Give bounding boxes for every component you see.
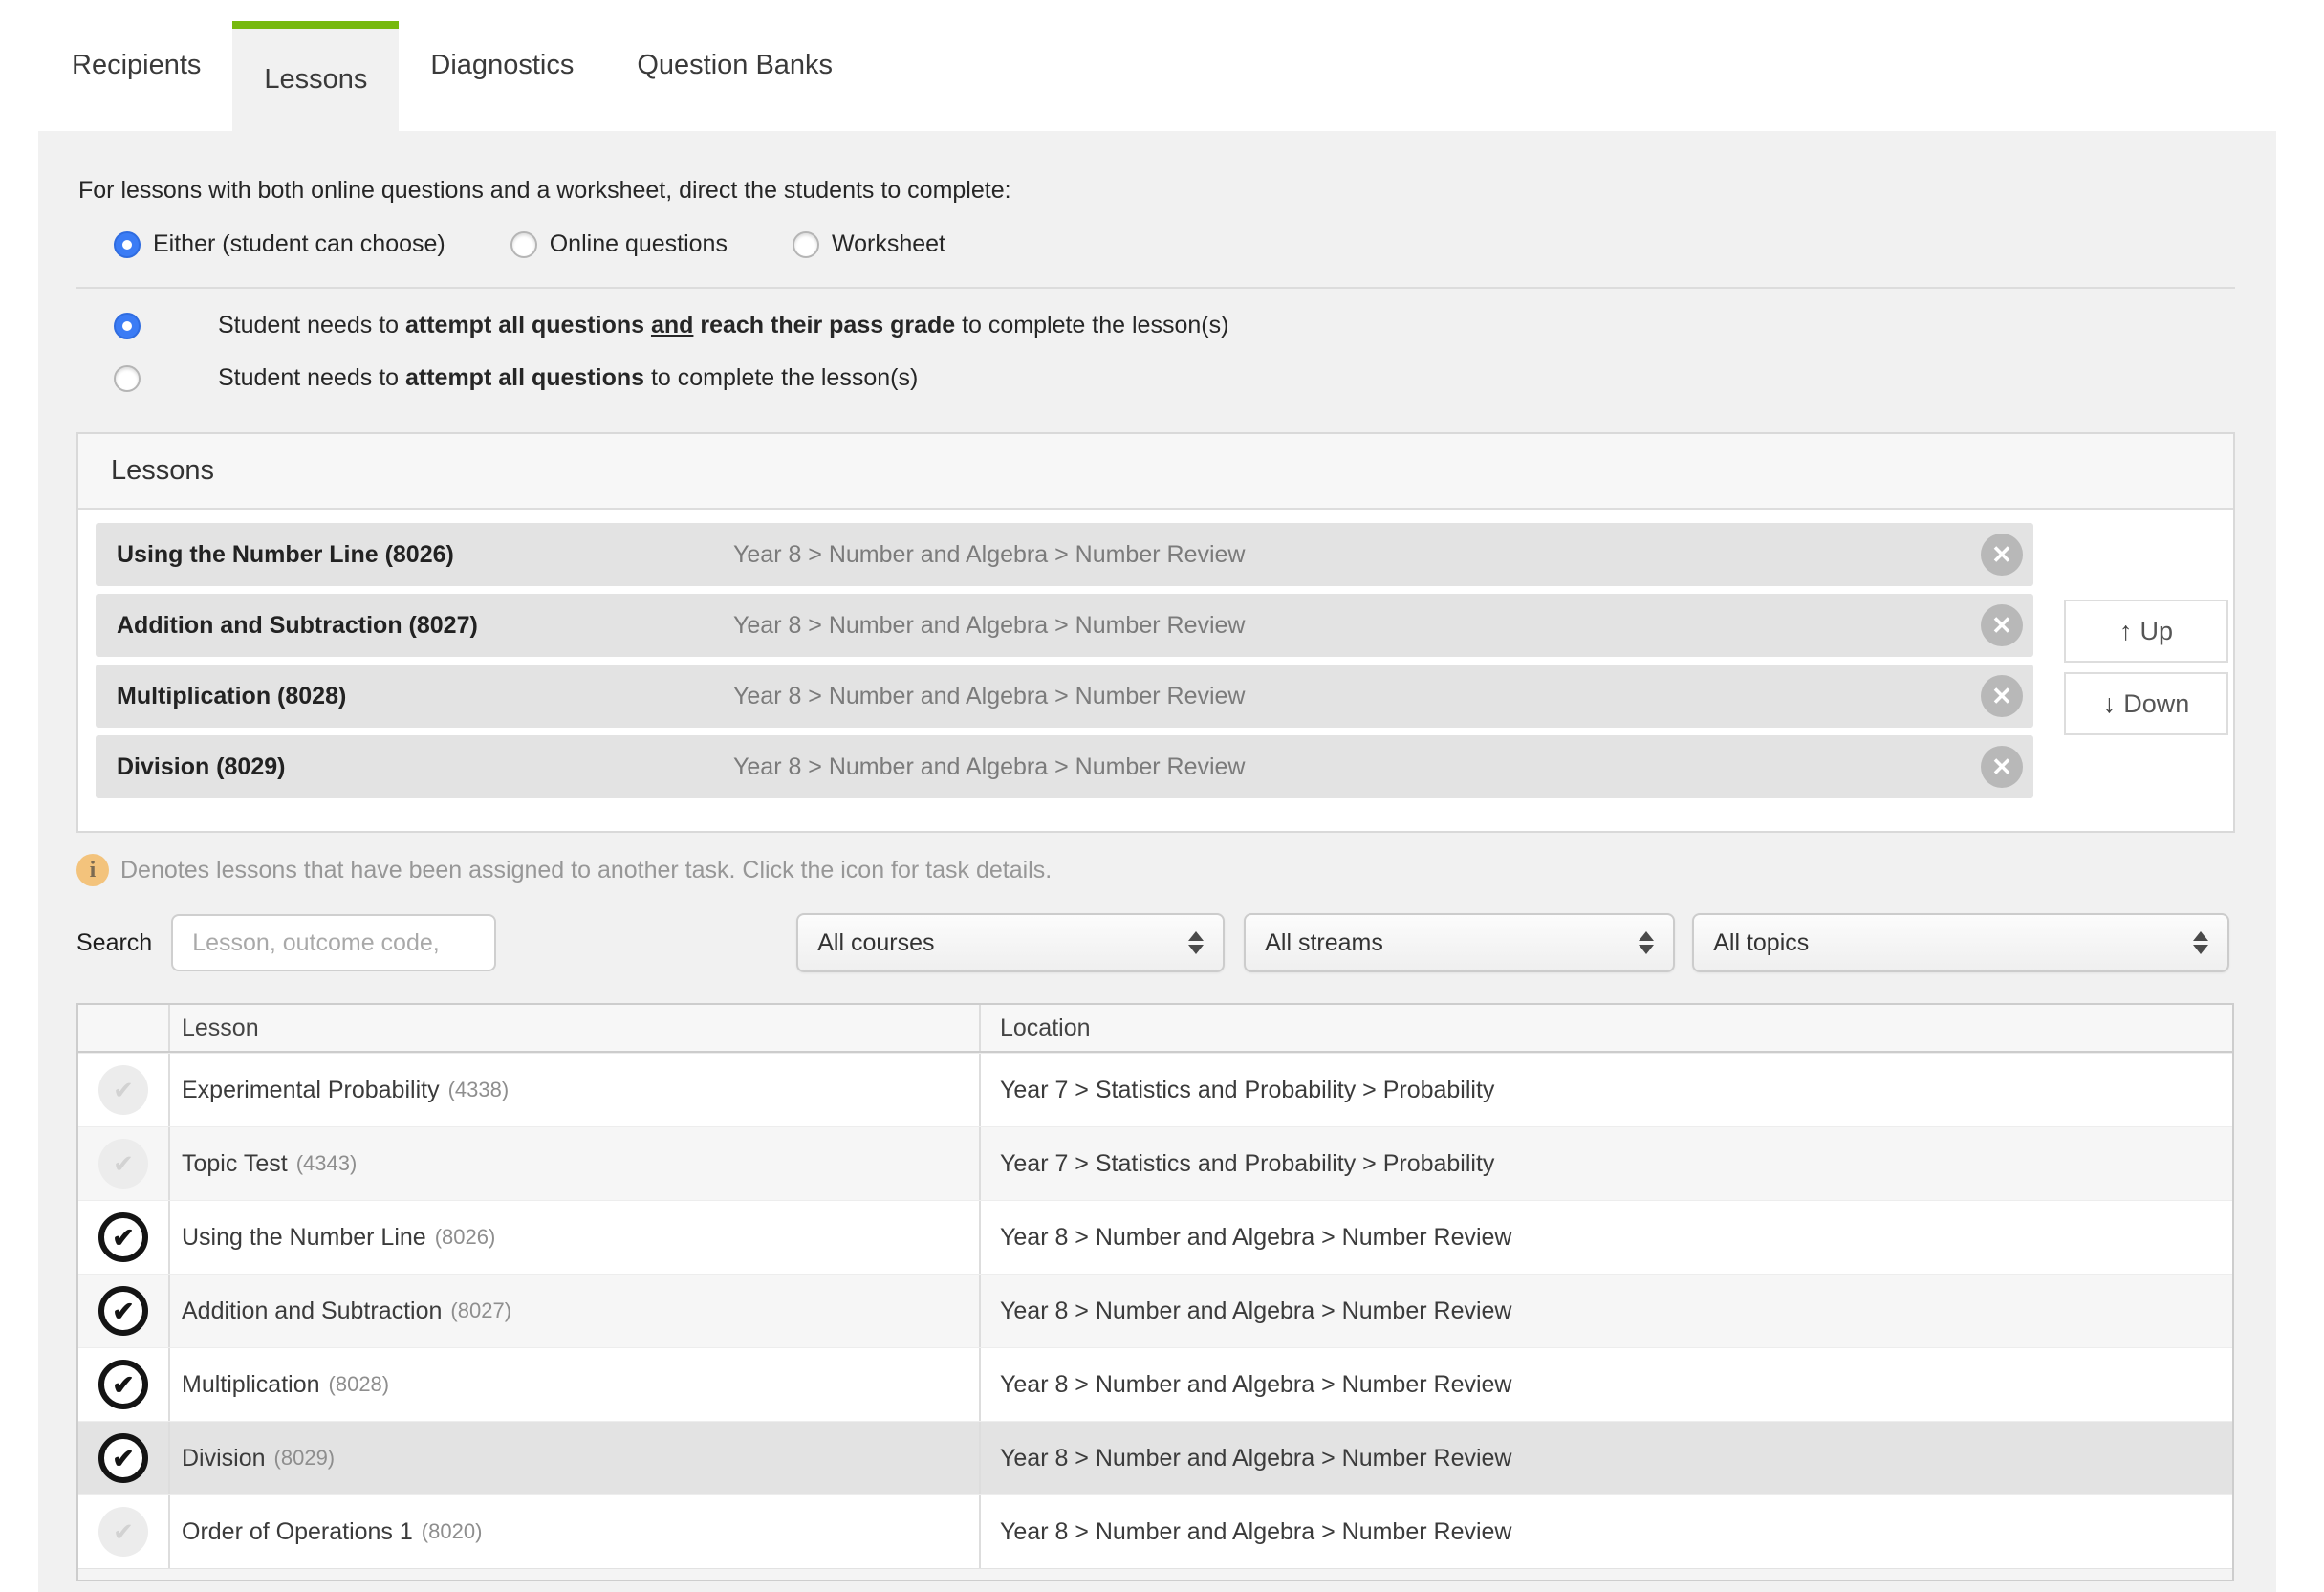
- lessons-tab-content: [38, 131, 2276, 1592]
- table-header: [78, 1005, 2232, 1053]
- location-column-header: Location: [979, 1005, 2232, 1051]
- streams-filter-value: All streams: [1265, 928, 1383, 956]
- worksheet-prompt: For lessons with both online questions and a worksheet, direct the students to complete:: [78, 177, 1011, 204]
- lesson-check-selected-icon[interactable]: ✔: [98, 1433, 148, 1483]
- completion-attempt-only-label: Student needs to attempt all questions to complete the lesson(s): [218, 364, 919, 391]
- completion-option-pass-grade[interactable]: [114, 312, 2235, 339]
- radio-worksheet[interactable]: [793, 231, 819, 258]
- selected-lesson-location: Year 8 > Number and Algebra > Number Review: [733, 682, 1246, 709]
- tab-lessons[interactable]: Lessons: [232, 21, 399, 131]
- lesson-check-selected-icon[interactable]: ✔: [98, 1360, 148, 1409]
- info-note-text: Denotes lessons that have been assigned to another task. Click the icon for task details.: [120, 856, 1053, 883]
- worksheet-option-group: [114, 230, 2235, 258]
- tab-diagnostics[interactable]: Diagnostics: [430, 50, 575, 80]
- remove-lesson-icon[interactable]: ✕: [1981, 675, 2023, 717]
- courses-filter[interactable]: [796, 913, 1225, 972]
- select-arrows-icon: [2193, 931, 2208, 954]
- table-row-highlighted[interactable]: ✔ Division (8029) Year 8 > Number and Algebra > Number Review: [78, 1421, 2232, 1494]
- section-divider: [76, 287, 2235, 289]
- selected-lesson-name: Using the Number Line (8026): [117, 540, 454, 568]
- option-online-questions[interactable]: [510, 230, 728, 258]
- search-filter-bar: [76, 913, 2235, 972]
- selected-lesson-row: [96, 665, 2033, 728]
- completion-option-attempt-only[interactable]: [114, 364, 2235, 392]
- lesson-id: (8027): [450, 1298, 512, 1322]
- lesson-id: (8028): [328, 1372, 390, 1396]
- remove-lesson-icon[interactable]: ✕: [1981, 604, 2023, 646]
- tab-recipients[interactable]: Recipients: [72, 50, 202, 80]
- streams-filter[interactable]: [1244, 913, 1675, 972]
- topics-filter-value: All topics: [1713, 928, 1810, 956]
- down-arrow-icon: ↓: [2102, 688, 2117, 718]
- option-either[interactable]: [114, 230, 445, 258]
- selected-lesson-location: Year 8 > Number and Algebra > Number Review: [733, 611, 1246, 639]
- up-arrow-icon: ↑: [2118, 616, 2133, 645]
- option-worksheet-label: Worksheet: [831, 230, 945, 257]
- option-worksheet[interactable]: [793, 230, 945, 258]
- lesson-check-disabled-icon: ✔: [98, 1507, 148, 1557]
- info-note: [76, 854, 2235, 886]
- panel-body: [78, 510, 2233, 831]
- courses-filter-value: All courses: [817, 928, 935, 956]
- panel-title: Lessons: [78, 434, 2233, 510]
- move-up-button[interactable]: ↑ Up: [2064, 600, 2228, 663]
- tab-bar: [0, 0, 2324, 131]
- lesson-check-selected-icon[interactable]: ✔: [98, 1286, 148, 1336]
- lesson-id: (8029): [273, 1446, 336, 1470]
- remove-lesson-icon[interactable]: ✕: [1981, 746, 2023, 788]
- table-row[interactable]: ✔ Using the Number Line (8026) Year 8 > Number and Algebra > Number Review: [78, 1200, 2232, 1274]
- info-icon[interactable]: i: [76, 854, 109, 886]
- remove-lesson-icon[interactable]: ✕: [1981, 534, 2023, 576]
- tab-question-banks[interactable]: Question Banks: [637, 50, 834, 80]
- lesson-check-disabled-icon: ✔: [98, 1139, 148, 1189]
- select-arrows-icon: [1188, 931, 1204, 954]
- reorder-controls: [2064, 600, 2228, 745]
- option-either-label: Either (student can choose): [153, 230, 445, 257]
- selected-lesson-row: [96, 594, 2033, 657]
- lesson-id: (4338): [447, 1078, 510, 1101]
- selected-lesson-location: Year 8 > Number and Algebra > Number Review: [733, 540, 1246, 568]
- table-footer: [78, 1568, 2232, 1580]
- lesson-check-disabled-icon: ✔: [98, 1065, 148, 1115]
- radio-either[interactable]: [114, 231, 141, 258]
- selected-lesson-name: Addition and Subtraction (8027): [117, 611, 478, 639]
- selected-lesson-row: [96, 523, 2033, 586]
- table-row[interactable]: ✔ Topic Test (4343) Year 7 > Statistics and Probability > Probability: [78, 1126, 2232, 1200]
- table-row[interactable]: ✔ Order of Operations 1 (8020) Year 8 > Number and Algebra > Number Review: [78, 1494, 2232, 1568]
- lesson-check-selected-icon[interactable]: ✔: [98, 1212, 148, 1262]
- lesson-column-header: Lesson: [168, 1005, 979, 1051]
- radio-pass-grade[interactable]: [114, 313, 141, 339]
- selected-lesson-name: Division (8029): [117, 752, 286, 780]
- option-online-questions-label: Online questions: [549, 230, 728, 257]
- radio-online-questions[interactable]: [510, 231, 537, 258]
- checkbox-column-header: [78, 1005, 168, 1051]
- lesson-id: (8020): [421, 1519, 483, 1543]
- completion-pass-grade-label: Student needs to attempt all questions and reach their pass grade to complete the lesson(s): [218, 312, 1229, 338]
- topics-filter[interactable]: [1692, 913, 2229, 972]
- lesson-id: (4343): [295, 1151, 358, 1175]
- lesson-table: [76, 1003, 2234, 1581]
- selected-lesson-location: Year 8 > Number and Algebra > Number Review: [733, 752, 1246, 780]
- search-input[interactable]: [171, 914, 496, 971]
- selected-lessons-panel: [76, 432, 2235, 833]
- radio-attempt-only[interactable]: [114, 365, 141, 392]
- table-row[interactable]: ✔ Multiplication (8028) Year 8 > Number and Algebra > Number Review: [78, 1347, 2232, 1421]
- move-down-button[interactable]: ↓ Down: [2064, 672, 2228, 735]
- search-label: Search: [76, 928, 153, 956]
- table-row[interactable]: ✔ Experimental Probability (4338) Year 7 > Statistics and Probability > Probability: [78, 1053, 2232, 1126]
- selected-lesson-name: Multiplication (8028): [117, 682, 347, 709]
- selected-lesson-row: [96, 735, 2033, 798]
- select-arrows-icon: [1639, 931, 1654, 954]
- table-row[interactable]: ✔ Addition and Subtraction (8027) Year 8 > Number and Algebra > Number Review: [78, 1274, 2232, 1347]
- lesson-id: (8026): [434, 1225, 496, 1249]
